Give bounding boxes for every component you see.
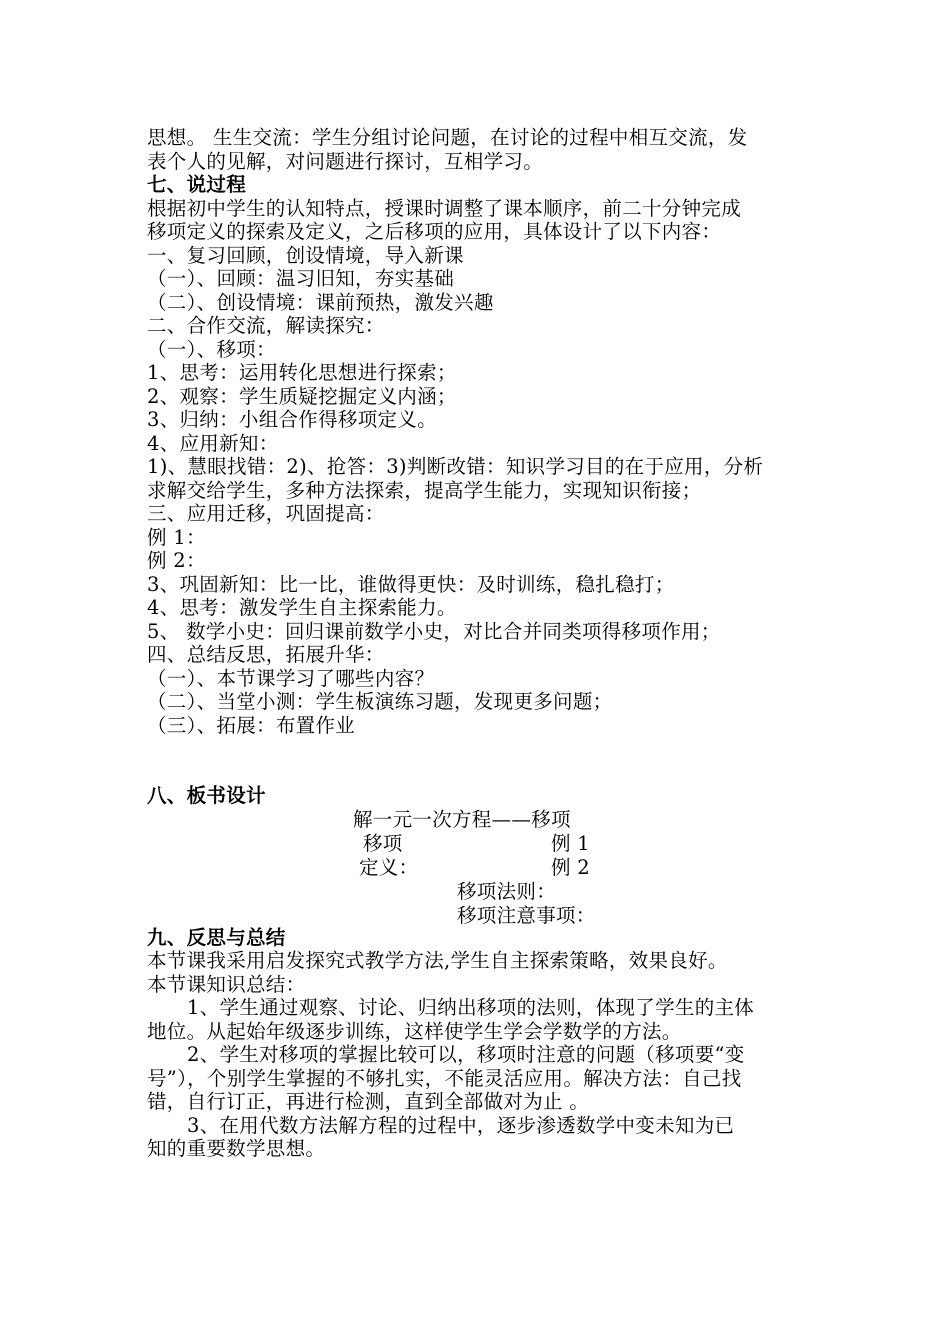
text-line: 2、观察：学生质疑挖掘定义内涵； [147, 384, 457, 408]
text-line: 3、在用代数方法解方程的过程中，逐步渗透数学中变未知为已 [187, 1113, 735, 1137]
section-heading-9: 九、反思与总结 [147, 925, 286, 949]
text-line: 二、合作交流，解读探究： [147, 314, 385, 337]
text-line: 求解交给学生，多种方法探索，提高学生能力，实现知识衔接； [147, 478, 702, 502]
text-line: 号”），个别学生掌握的不够扎实，不能灵活应用。解决方法：自己找 [147, 1066, 742, 1090]
text-line: 本节课知识总结： [147, 972, 306, 996]
text-line: 3、归纳：小组合作得移项定义。 [147, 408, 437, 431]
text-line: （一）、本节课学习了哪些内容？ [147, 666, 435, 690]
text-line: 1、学生通过观察、讨论、归纳出移项的法则，体现了学生的主体 [187, 996, 755, 1019]
board-item: 移项法则： [457, 879, 557, 903]
text-line: （一）、回顾：温习旧知，夯实基础 [147, 267, 455, 290]
text-line: 本节课我采用启发探究式教学方法,学生自主探索策略，效果良好。 [147, 949, 728, 972]
text-line: （二）、当堂小测：学生板演练习题，发现更多问题； [147, 690, 613, 713]
text-line: 思想。 生生交流：学生分组讨论问题，在讨论的过程中相互交流，发 [147, 126, 748, 149]
text-line: 三、应用迁移，巩固提高： [147, 502, 385, 525]
text-line: （一）、移项： [147, 337, 276, 361]
text-line: 2、学生对移项的掌握比较可以，移项时注意的问题（移项要“变 [187, 1043, 745, 1066]
text-line: 1、思考：运用转化思想进行探索； [147, 361, 457, 384]
text-line: 1)、慧眼找错：2)、抢答：3)判断改错：知识学习目的在于应用，分析 [147, 455, 764, 478]
text-line: 知的重要数学思想。 [147, 1137, 326, 1160]
board-item: 移项注意事项： [457, 903, 596, 927]
spacer [147, 737, 812, 784]
text-line: 一、复习回顾，创设情境，导入新课 [147, 243, 464, 267]
text-line: 4、思考：激发学生自主探索能力。 [147, 596, 457, 619]
board-item: 例 1 [551, 831, 591, 855]
blackboard-design [147, 808, 812, 926]
board-item: 移项 [363, 831, 403, 855]
section-heading-7: 七、说过程 [147, 173, 247, 196]
text-line: 5、 数学小史：回归课前数学小史，对比合并同类项得移项作用； [147, 619, 721, 643]
board-item: 例 2 [551, 855, 591, 879]
text-line: 地位。从起始年级逐步训练，这样使学生学会学数学的方法。 [147, 1019, 682, 1043]
document-page [147, 126, 812, 1161]
text-line: （三）、拓展：布置作业 [147, 713, 356, 737]
text-line: 例 2： [147, 549, 206, 572]
board-item: 定义： [359, 855, 419, 879]
text-line: 例 1： [147, 525, 206, 549]
text-line: 错，自行订正，再进行检测，直到全部做对为止 。 [147, 1090, 590, 1113]
board-title: 解一元一次方程——移项 [353, 807, 571, 831]
text-line: 表个人的见解，对问题进行探讨，互相学习。 [147, 149, 544, 173]
text-line: 移项定义的探索及定义，之后移项的应用，具体设计了以下内容： [147, 220, 722, 243]
text-line: （二）、创设情境：课前预热，激发兴趣 [147, 290, 494, 314]
text-line: 根据初中学生的认知特点，授课时调整了课本顺序，前二十分钟完成 [147, 196, 742, 220]
text-line: 3、巩固新知：比一比，谁做得更快：及时训练，稳扎稳打； [147, 572, 675, 596]
text-line: 四、总结反思，拓展升华： [147, 643, 385, 666]
text-line: 4、应用新知： [147, 431, 279, 455]
section-heading-8: 八、板书设计 [147, 784, 266, 807]
